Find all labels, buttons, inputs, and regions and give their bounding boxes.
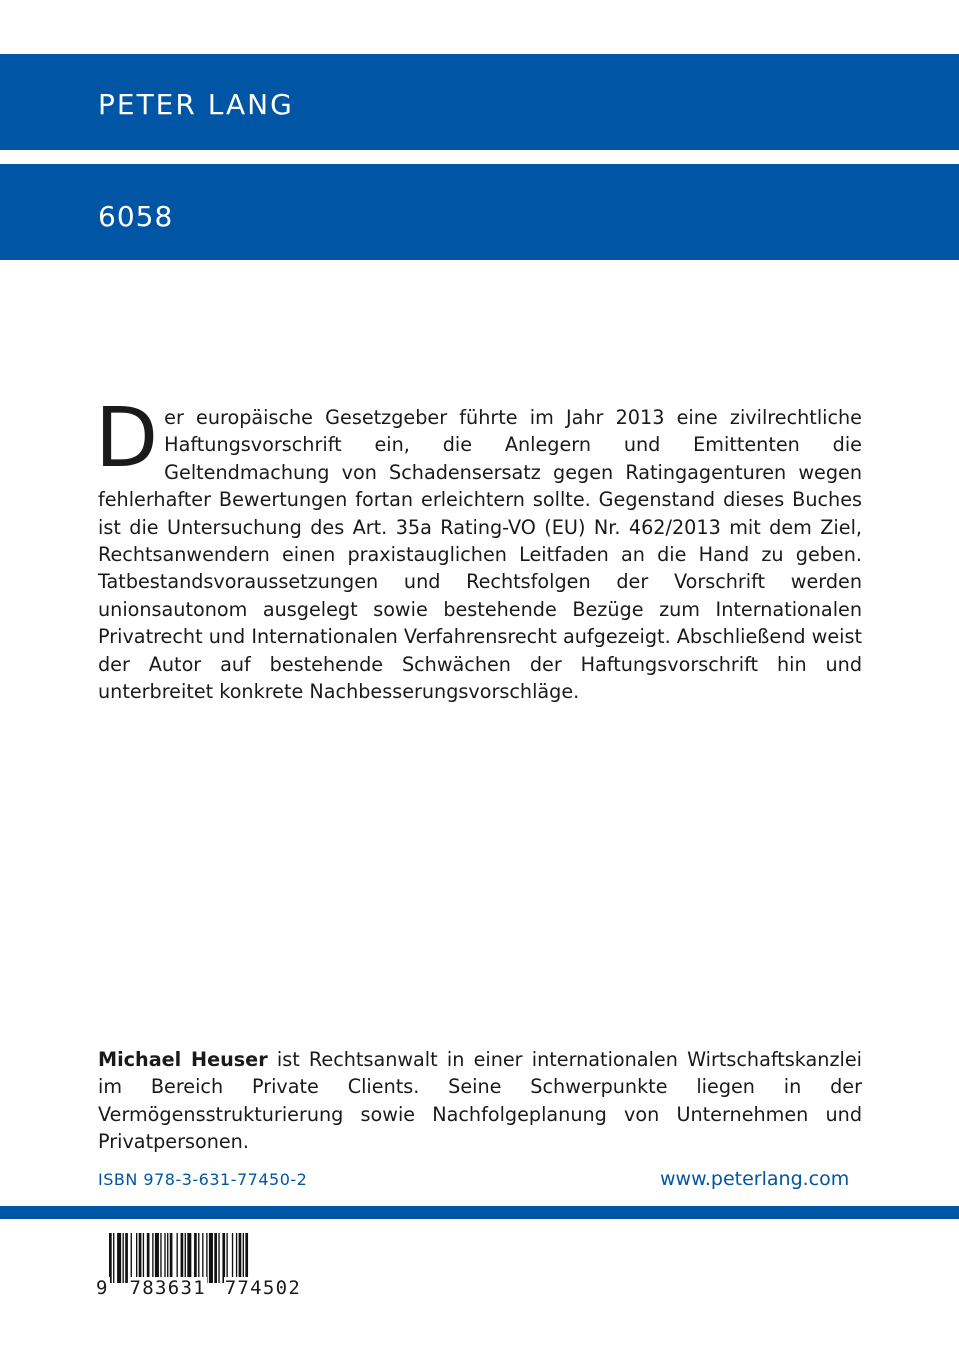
barcode-first-digit: 9	[96, 1277, 109, 1299]
publisher-name: PETER LANG	[98, 88, 294, 121]
barcode-digits	[95, 1277, 302, 1299]
barcode-bar	[167, 1233, 168, 1283]
isbn-label: ISBN 978-3-631-77450-2	[98, 1170, 308, 1189]
barcode-bar	[177, 1233, 178, 1283]
barcode-bar	[185, 1233, 186, 1283]
barcode-bar	[209, 1233, 213, 1283]
barcode-bar	[170, 1233, 173, 1283]
barcode-bar	[187, 1233, 191, 1283]
description-text: er europäische Gesetzgeber führte im Jahr 2013 eine zivilrechtliche Haftungsvorschrift ein, die Anlegern und Emittenten die Geltendmachung von Schadensersatz gegen Ratingagenturen wegen fehlerhafter Bewertungen fortan erleichtern sollte. Gegenstand dieses Buches ist die Untersuchung des Art. 35a Rating-VO (EU) Nr. 462/2013 mit dem Ziel, Rechtsanwendern einen praxistauglichen Leitfaden an die Hand zu geben. Tatbestandsvoraussetzungen und Rechtsfolgen der Vorschrift werden unionsautonom ausgelegt sowie bestehende Bezüge zum Internationalen Privatrecht und Internationalen Verfahrensrecht aufgezeigt. Abschließend weist der Autor auf bestehende Schwächen der Haftungsvorschrift hin und unterbreitet konkrete Nachbesserungsvorschläge.	[98, 406, 862, 704]
publisher-url[interactable]: www.peterlang.com	[660, 1168, 850, 1190]
barcode-bar	[117, 1233, 121, 1283]
barcode-bar	[136, 1233, 137, 1283]
barcode-bar	[164, 1233, 165, 1283]
barcode-bar	[109, 1233, 112, 1283]
publisher-band	[0, 54, 959, 150]
barcode-bar	[218, 1233, 219, 1283]
barcode	[95, 1233, 302, 1303]
barcode-bar	[125, 1233, 128, 1283]
barcode-bar	[113, 1233, 114, 1283]
barcode-bar	[181, 1233, 184, 1283]
author-bio	[98, 1046, 862, 1156]
barcode-bar	[226, 1233, 227, 1283]
barcode-bar	[232, 1233, 233, 1283]
barcode-bar	[160, 1233, 161, 1283]
barcode-bar	[152, 1233, 153, 1283]
book-description	[95, 391, 862, 705]
barcode-bar	[245, 1233, 248, 1283]
barcode-bar	[123, 1233, 124, 1283]
dropcap: D	[95, 391, 159, 486]
author-name: Michael Heuser	[98, 1048, 268, 1071]
barcode-bar	[139, 1233, 142, 1283]
barcode-bar	[194, 1233, 197, 1283]
barcode-bar	[143, 1233, 144, 1283]
barcode-left-group: 783631	[129, 1277, 206, 1299]
series-band	[0, 164, 959, 260]
author-bio-text: ist Rechtsanwalt in einer internationalen Wirtschaftskanzlei im Bereich Private Clients. Seine Schwerpunkte liegen in der Vermögensstrukturierung sowie Nachfolgeplanung von Unternehmen und Privatpersonen.	[98, 1048, 862, 1154]
barcode-right-group: 774502	[224, 1277, 302, 1299]
barcode-bar	[214, 1233, 217, 1283]
barcode-bar	[222, 1233, 225, 1283]
barcode-bar	[131, 1233, 132, 1283]
barcode-bar	[202, 1233, 203, 1283]
footer-band	[0, 1206, 959, 1219]
barcode-bar	[236, 1233, 237, 1283]
barcode-bar	[198, 1233, 199, 1283]
barcode-bar	[147, 1233, 150, 1283]
barcode-bar	[206, 1233, 207, 1283]
barcode-bar	[239, 1233, 242, 1283]
barcode-bar	[243, 1233, 244, 1283]
series-number: 6058	[98, 200, 174, 233]
barcode-bar	[155, 1233, 159, 1283]
